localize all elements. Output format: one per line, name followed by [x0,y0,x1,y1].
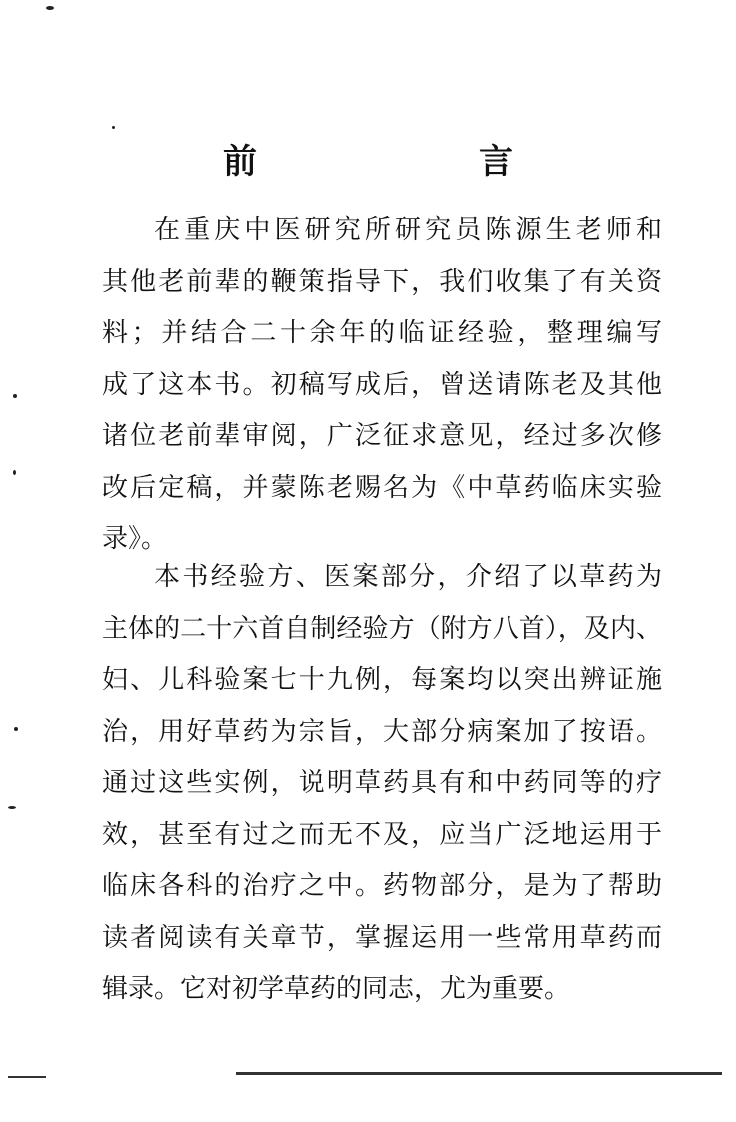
paragraph-line: 本书经验方、医案部分，介绍了以草药为 [154,562,662,592]
paragraph-line: 改后定稿，并蒙陈老赐名为《中草药临床实验 [102,472,662,503]
paragraph-line: 通过这些实例，说明草药具有和中药同等的疗 [102,768,662,798]
paragraph-line: 其他老前辈的鞭策指导下，我们收集了有关资 [102,266,662,297]
paragraph-line: 在重庆中医研究所研究员陈源生老师和 [154,215,662,245]
paragraph-2 [102,552,662,1016]
paragraph-line: 料；并结合二十余年的临证经验，整理编写 [102,318,662,348]
paragraph-line: 成了这本书。初稿写成后，曾送请陈老及其他 [102,369,662,400]
paragraph-line: 辑录。它对初学草药的同志，尤为重要。 [102,974,571,1004]
paragraph-line: 临床各科的治疗之中。药物部分，是为了帮助 [102,871,662,901]
paragraph-line: 主体的二十六首自制经验方（附方八首），及内、 [102,613,662,644]
scan-rule [8,1076,46,1078]
paragraph-line: 录》。 [102,524,168,554]
paragraph-line: 读者阅读有关章节，掌握运用一些常用草药而 [102,922,662,953]
paragraph-1 [102,205,662,566]
scan-speck [14,727,18,731]
paragraph-line: 妇、儿科验案七十九例，每案均以突出辨证施 [102,665,662,695]
scan-speck [8,806,16,809]
scan-rule [236,1072,722,1075]
paragraph-line: 效，甚至有过之而无不及，应当广泛地运用于 [102,819,662,850]
scan-speck [13,394,17,398]
scan-speck [46,6,54,10]
page-title: 前 言 [223,142,607,182]
scan-speck [13,470,16,475]
paragraph-line: 治，用好草药为宗旨，大部分病案加了按语。 [102,716,662,747]
paragraph-line: 诸位老前辈审阅，广泛征求意见，经过多次修 [102,421,662,451]
scan-speck [112,126,115,129]
